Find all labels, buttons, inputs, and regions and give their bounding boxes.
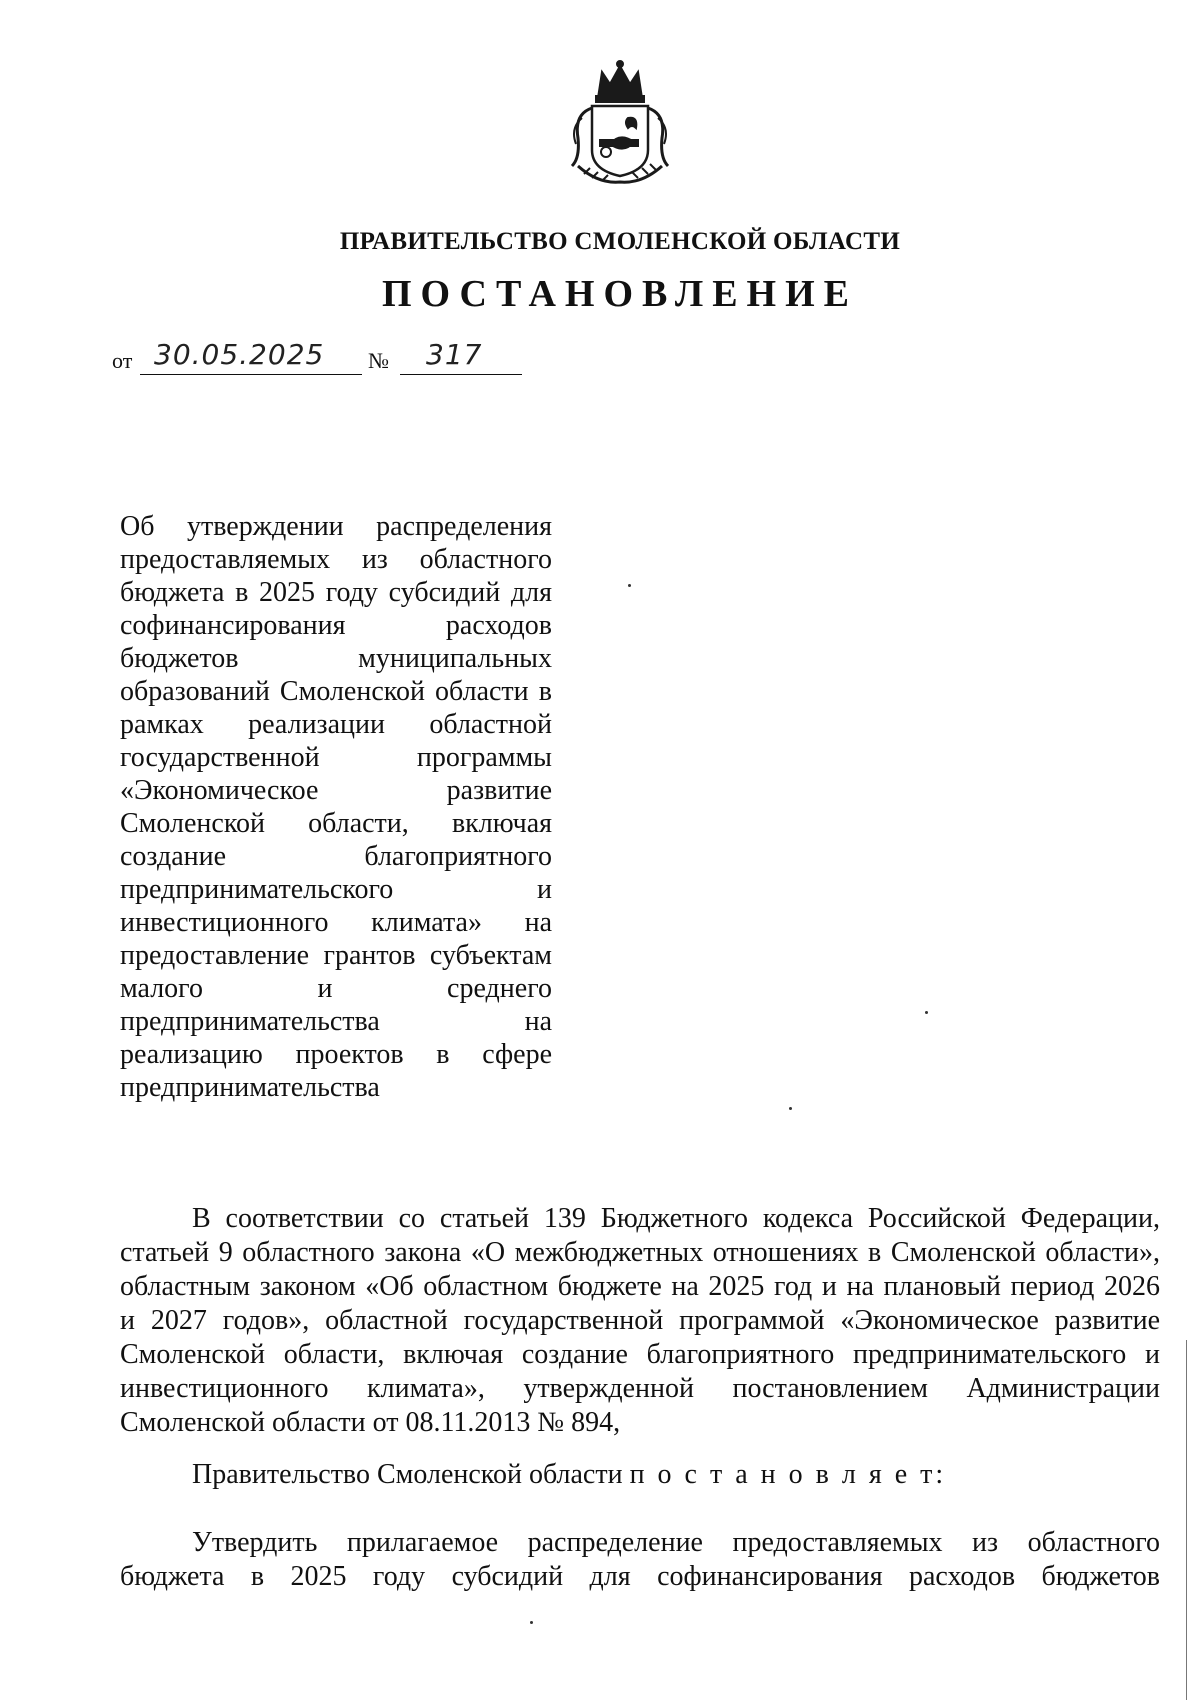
- resolution-line: Утвердить прилагаемое распределение предоставляемых из областного: [192, 1527, 1160, 1558]
- scan-edge-line: [1186, 1340, 1187, 1700]
- scan-speck: [628, 584, 631, 587]
- decree-line: [120, 1458, 1160, 1492]
- date-underline: [140, 374, 362, 375]
- number-label: №: [368, 348, 389, 373]
- subject-line: государственной программы: [120, 742, 552, 773]
- number-underline: [400, 374, 522, 375]
- subject-line: бюджета в 2025 году субсидий для: [120, 577, 552, 608]
- preamble-line: Смоленской области от 08.11.2013 № 894,: [120, 1407, 621, 1438]
- issuing-authority: ПРАВИТЕЛЬСТВО СМОЛЕНСКОЙ ОБЛАСТИ: [339, 228, 901, 255]
- subject-line: Об утверждении распределения: [120, 511, 552, 542]
- handwritten-number: 317: [426, 338, 483, 371]
- handwritten-date: 30.05.2025: [154, 338, 325, 371]
- resolution-paragraph: [120, 1526, 1160, 1594]
- document-subject: [120, 510, 552, 1104]
- subject-line: предпринимательства на: [120, 1006, 552, 1037]
- subject-line: предоставление грантов субъектам: [120, 940, 552, 971]
- preamble-line: инвестиционного климата», утвержденной постановлением Администрации: [120, 1373, 1160, 1404]
- subject-line: образований Смоленской области в: [120, 676, 552, 707]
- document-type-title: ПОСТАНОВЛЕНИЕ: [381, 273, 859, 315]
- scan-speck: [530, 1621, 533, 1624]
- subject-line: предпринимательского и: [120, 874, 552, 905]
- subject-line: малого и среднего: [120, 973, 552, 1004]
- subject-line: создание благоприятного: [120, 841, 552, 872]
- preamble-line: статьей 9 областного закона «О межбюджетных отношениях в Смоленской области»,: [120, 1237, 1160, 1268]
- subject-line: предпринимательства: [120, 1072, 380, 1103]
- subject-line: реализацию проектов в сфере: [120, 1039, 552, 1070]
- decree-verb: п о с т а н о в л я е т:: [629, 1459, 947, 1490]
- subject-line: бюджетов муниципальных: [120, 643, 552, 674]
- subject-line: Смоленской области, включая: [120, 808, 552, 839]
- subject-line: рамках реализации областной: [120, 709, 552, 740]
- decree-lead: Правительство Смоленской области: [192, 1459, 623, 1490]
- preamble-line: и 2027 годов», областной государственной программой «Экономическое развитие: [120, 1305, 1160, 1336]
- preamble-line: Смоленской области, включая создание благоприятного предпринимательского и: [120, 1339, 1160, 1370]
- decree-paragraph: [120, 1458, 1160, 1492]
- scan-speck: [789, 1107, 792, 1110]
- resolution-line: бюджета в 2025 году субсидий для софинансирования расходов бюджетов: [120, 1561, 1160, 1592]
- subject-line: инвестиционного климата» на: [120, 907, 552, 938]
- preamble-line: областным законом «Об областном бюджете на 2025 год и на плановый период 2026: [120, 1271, 1160, 1302]
- preamble-paragraph: [120, 1202, 1160, 1440]
- subject-line: софинансирования расходов: [120, 610, 552, 641]
- date-label: от: [112, 348, 133, 373]
- scan-speck: [925, 1011, 928, 1014]
- subject-line: «Экономическое развитие: [120, 775, 552, 806]
- subject-line: предоставляемых из областного: [120, 544, 552, 575]
- coat-of-arms-icon: [558, 58, 682, 188]
- preamble-line: В соответствии со статьей 139 Бюджетного кодекса Российской Федерации,: [192, 1203, 1160, 1234]
